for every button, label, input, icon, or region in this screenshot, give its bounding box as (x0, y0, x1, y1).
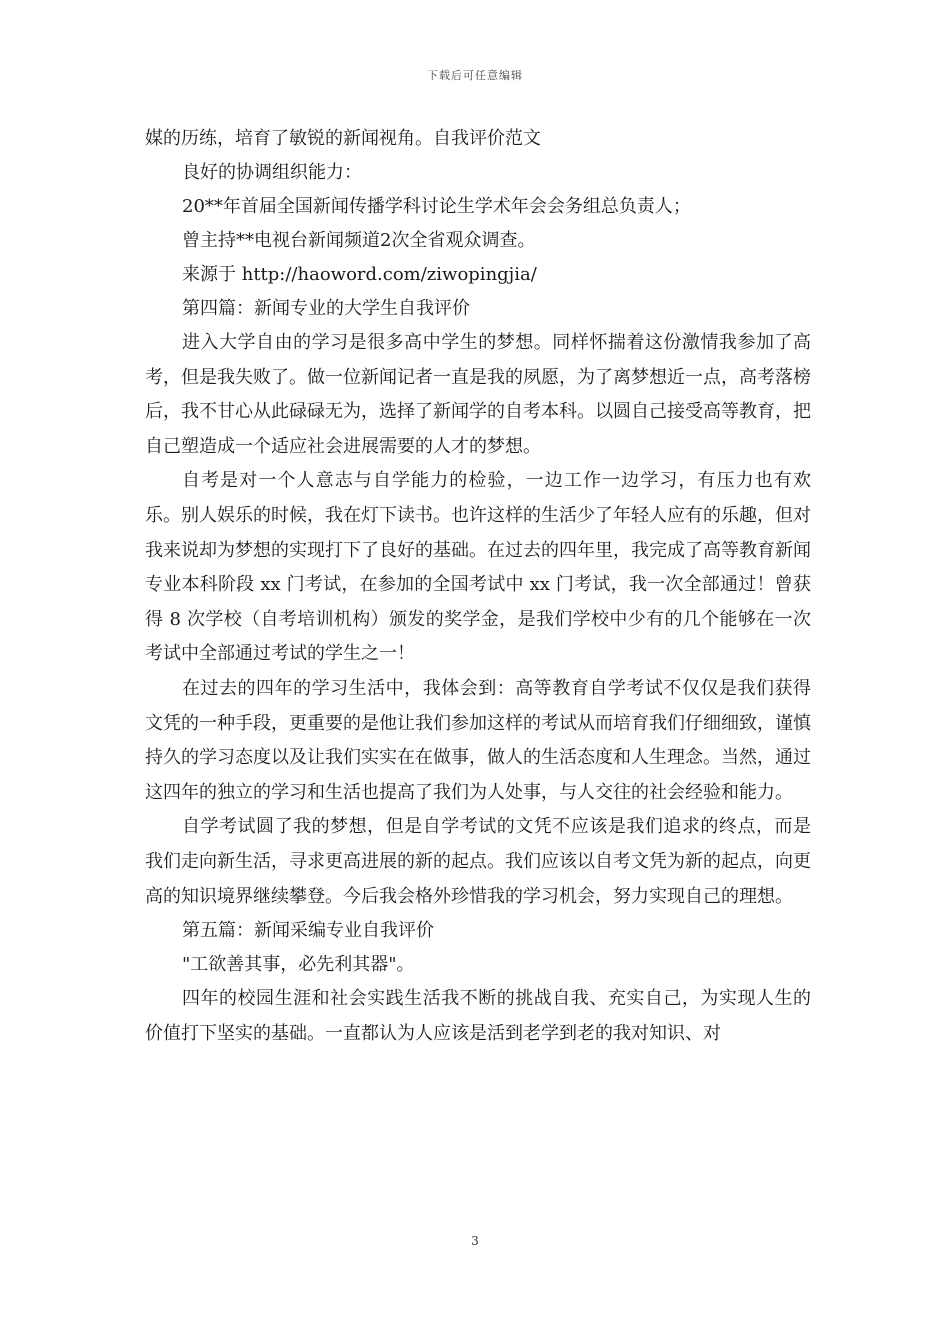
text-line: 良好的协调组织能力： (182, 162, 362, 183)
source-line: 来源于 http://haoword.com/ziwopingjia/ (182, 264, 537, 285)
paragraph: 自考是对一个人意志与自学能力的检验，一边工作一边学习，有压力也有欢乐。别人娱乐的时候，我在灯下读书。也许这样的生活少了年轻人应有的乐趣，但对我来说却为梦想的实现打下了良好的基础。在过去的四年里，我完成了高等教育新闻专业本科阶段 xx 门考试，在参加的全国考试中 xx 门考试，我一次全部通过！曾获得 8 次学校（自考培训机构）颁发的奖学金，是我们学校中少有的几个能够在一次考试中全部通过考试的学生之一！ (145, 470, 811, 665)
paragraph: 四年的校园生涯和社会实践生活我不断的挑战自我、充实自己，为实现人生的价值打下坚实的基础。一直都认为人应该是活到老学到老的我对知识、对 (145, 988, 811, 1044)
text-line: 媒的历练，培育了敏锐的新闻视角。自我评价范文 (145, 128, 541, 149)
paragraph: 在过去的四年的学习生活中，我体会到：高等教育自学考试不仅仅是我们获得文凭的一种手段，更重要的是他让我们参加这样的考试从而培育我们仔细细致，谨慎持久的学习态度以及让我们实实在在做事，做人的生活态度和人生理念。当然，通过这四年的独立的学习和生活也提高了我们为人处事，与人交往的社会经验和能力。 (145, 677, 811, 803)
text-line: 20**年首届全国新闻传播学科讨论生学术年会会务组总负责人； (182, 196, 691, 217)
quote-line: "工欲善其事，必先利其器"。 (182, 954, 415, 976)
text-line: 曾主持**电视台新闻频道2次全省观众调查。 (182, 230, 536, 251)
page-number: 3 (471, 1234, 479, 1248)
paragraph: 自学考试圆了我的梦想，但是自学考试的文凭不应该是我们追求的终点，而是我们走向新生活，寻求更高进展的新的起点。我们应该以自考文凭为新的起点，向更高的知识境界继续攀登。今后我会格外珍惜我的学习机会，努力实现自己的理想。 (145, 816, 811, 907)
page-header: 下载后可任意编辑 (427, 69, 523, 82)
document-body (145, 122, 811, 1051)
paragraph: 进入大学自由的学习是很多高中学生的梦想。同样怀揣着这份激情我参加了高考，但是我失败了。做一位新闻记者一直是我的夙愿，为了离梦想近一点，高考落榜后，我不甘心从此碌碌无为，选择了新闻学的自考本科。以圆自己接受高等教育，把自己塑造成一个适应社会进展需要的人才的梦想。 (145, 332, 811, 457)
section-heading: 第四篇：新闻专业的大学生自我评价 (182, 298, 470, 319)
section-heading: 第五篇：新闻采编专业自我评价 (182, 920, 434, 942)
